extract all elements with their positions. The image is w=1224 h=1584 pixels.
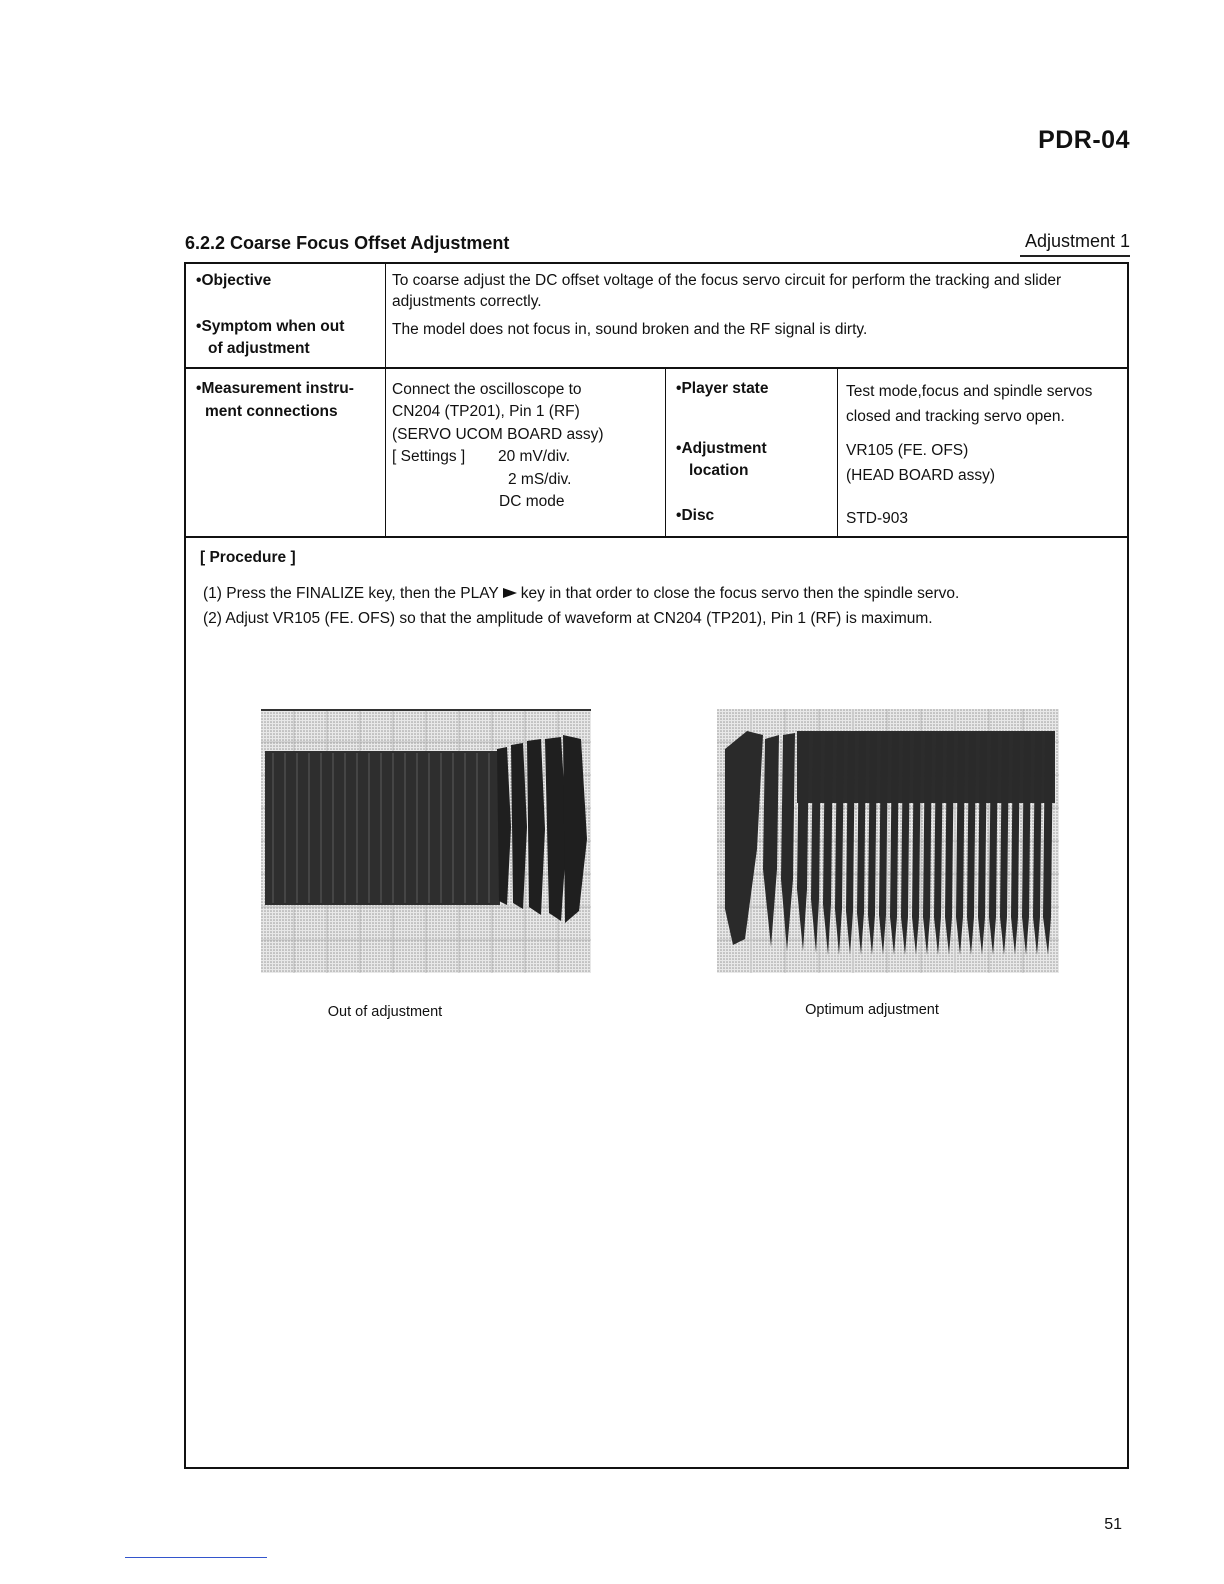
- figure-caption: Optimum adjustment: [805, 1002, 939, 1018]
- player-state-line: closed and tracking servo open.: [846, 408, 1065, 425]
- symptom-text: The model does not focus in, sound broken and the RF signal is dirty.: [392, 321, 868, 338]
- measurement-line: CN204 (TP201), Pin 1 (RF): [392, 403, 580, 420]
- column-divider: [665, 368, 666, 537]
- step-1-text: (1) Press the FINALIZE key, then the PLAY: [203, 585, 499, 602]
- oscilloscope-figure-out-of-adjustment: [261, 709, 591, 973]
- objective-text: To coarse adjust the DC offset voltage of the focus servo circuit for perform the tracking and slider adjustments correctly.: [392, 272, 1062, 310]
- procedure-step-2: (2) Adjust VR105 (FE. OFS) so that the amplitude of waveform at CN204 (TP201), Pin 1 (RF) is maximum.: [203, 610, 933, 627]
- adjustment-location-label: • Adjustment: [676, 438, 767, 459]
- settings-value: 2 mS/div.: [508, 471, 572, 488]
- disc-value: STD-903: [846, 510, 909, 527]
- player-state-line: Test mode,focus and spindle servos: [846, 383, 1093, 400]
- settings-value: DC mode: [499, 493, 565, 510]
- measurement-line: Connect the oscilloscope to: [392, 381, 582, 398]
- adjustment-location-label-cont: location: [689, 462, 749, 479]
- measurement-label-cont: ment connections: [205, 403, 338, 420]
- adjustment-location-line: VR105 (FE. OFS): [846, 442, 969, 459]
- player-state-label: • Player state: [676, 378, 768, 399]
- procedure-title: [ Procedure ]: [200, 549, 296, 566]
- column-divider: [385, 262, 386, 537]
- step-1-text-cont: key in that order to close the focus servo then the spindle servo.: [520, 585, 960, 602]
- page-number: 51: [1104, 1516, 1122, 1533]
- adjustment-location-line: (HEAD BOARD assy): [846, 467, 995, 484]
- play-icon: [503, 588, 517, 598]
- section-title: 6.2.2 Coarse Focus Offset Adjustment: [185, 233, 510, 253]
- adjustment-label: Adjustment 1: [1024, 231, 1130, 251]
- measurement-label: • Measurement instru-: [196, 378, 354, 399]
- symptom-label-cont: of adjustment: [208, 340, 310, 357]
- column-divider: [837, 368, 838, 537]
- settings-value: 20 mV/div.: [498, 448, 571, 465]
- table-divider: [184, 536, 1129, 538]
- footer-rule: [125, 1557, 267, 1558]
- table-divider: [184, 367, 1129, 369]
- adjustment-underline: [1020, 255, 1130, 257]
- oscilloscope-figure-optimum-adjustment: [717, 709, 1059, 973]
- disc-label: • Disc: [676, 505, 714, 526]
- symptom-label: • Symptom when out: [196, 316, 344, 337]
- objective-label: • Objective: [196, 270, 271, 291]
- procedure-step-1: [203, 583, 959, 604]
- figure-caption: Out of adjustment: [327, 1004, 443, 1020]
- settings-label: [ Settings ]: [392, 448, 466, 465]
- measurement-line: (SERVO UCOM BOARD assy): [392, 426, 604, 443]
- model-number: PDR-04: [1038, 126, 1130, 154]
